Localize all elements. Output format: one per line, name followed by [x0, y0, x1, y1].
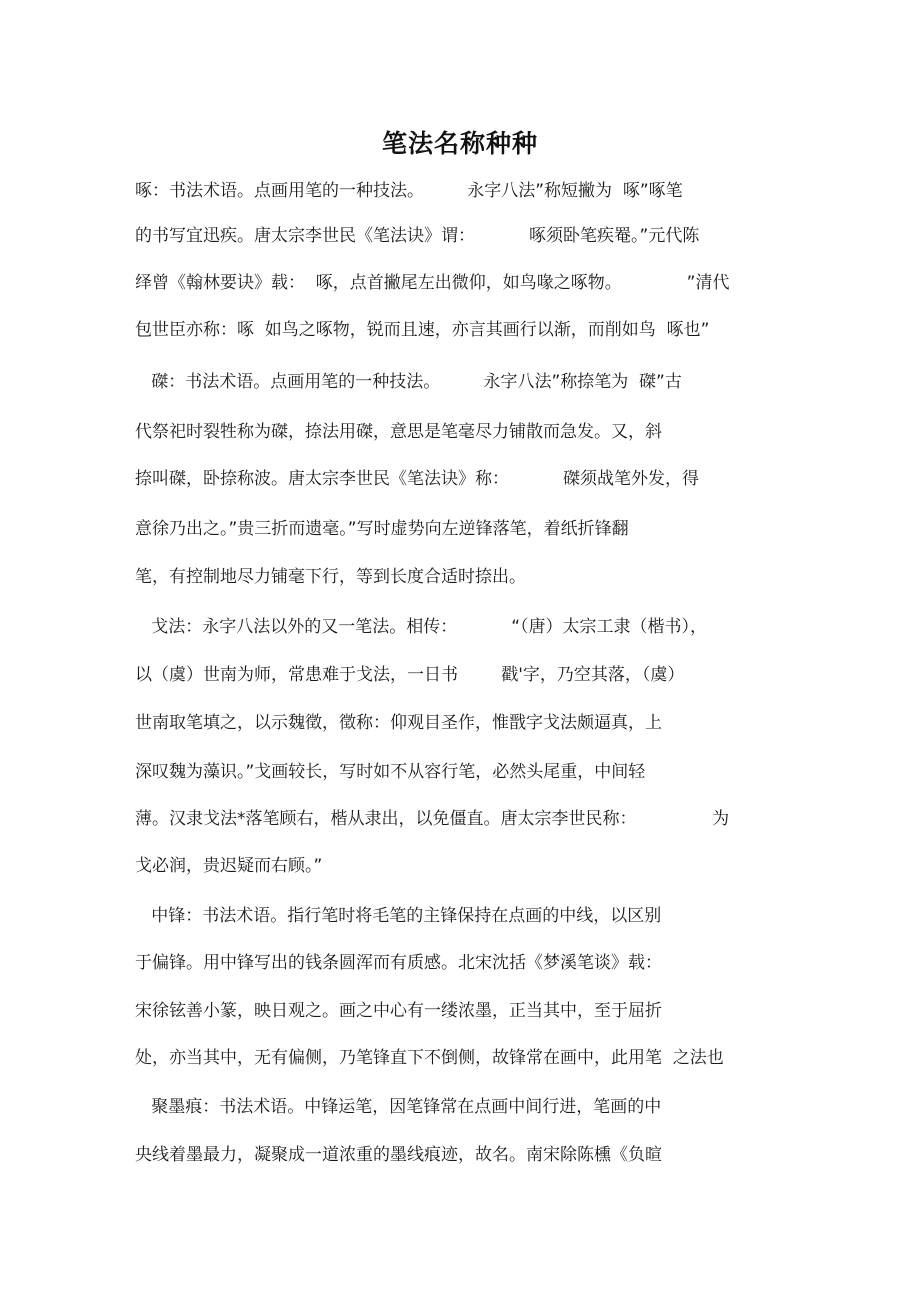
text-line: 宋徐铉善小篆，映日观之。画之中心有一缕浓墨，正当其中，至于屈折 [135, 1001, 662, 1021]
text-line: 聚墨痕：书法术语。中锋运笔，因笔锋常在点画中间行进，笔画的中 [135, 1097, 662, 1117]
page-title: 笔法名称种种 [381, 129, 538, 158]
text-line: 啄：书法术语。点画用笔的一种技法。 永字八法”称短撇为 啄”啄笔 [135, 181, 683, 201]
text-line: 的书写宜迅疾。唐太宗李世民《笔法诀》谓： 啄须卧笔疾罨。”元代陈 [135, 226, 700, 246]
text-line: 捺叫磔，卧捺称波。唐太宗李世民《笔法诀》称： 磔须战笔外发，得 [135, 469, 700, 489]
text-line: 世南取笔填之，以示魏徵，徵称：仰观目圣作，惟戬字戈法颇逼真，上 [135, 713, 662, 733]
text-line: 绎曾《翰林要诀》载： 啄，点首撇尾左出微仰，如鸟喙之啄物。 ”清代 [135, 273, 730, 293]
text-line: 深叹魏为藻识。”戈画较长，写时如不从容行笔，必然头尾重，中间轻 [135, 762, 646, 782]
text-line: 意徐乃出之。”贵三折而遗毫。”写时虚势向左逆锋落笔，着纸折锋翻 [135, 519, 629, 539]
text-line: 于偏锋。用中锋写出的钱条圆浑而有质感。北宋沈括《梦溪笔谈》载： [135, 953, 662, 973]
text-line: 以（虞）世南为师，常患难于戈法，一日书 戳'字，乃空其落，（虞） [135, 665, 685, 685]
text-line: 处，亦当其中，无有偏侧，乃笔锋直下不倒侧，故锋常在画中，此用笔 之法也 [135, 1048, 724, 1068]
text-line: 央线着墨最力，凝聚成一道浓重的墨线痕迹，故名。南宋除陈櫄《负暄 [135, 1145, 662, 1165]
text-line: 代祭祀时裂牲称为磔，捺法用磔，意思是笔毫尽力铺散而急发。又，斜 [135, 422, 662, 442]
text-line: 戈法：永字八法以外的又一笔法。相传： “（唐）太宗工隶（楷书）， [135, 617, 708, 637]
text-line: 磔：书法术语。点画用笔的一种技法。 永字八法”称捺笔为 磔”古 [135, 372, 682, 392]
text-line: 中锋：书法术语。指行笔时将毛笔的主锋保持在点画的中线，以区别 [135, 906, 662, 926]
text-line: 戈必润，贵迟疑而右顾。” [135, 856, 323, 876]
text-line: 包世臣亦称：啄 如鸟之啄物，锐而且速，亦言其画行以渐，而削如鸟 啄也” [135, 320, 710, 340]
text-line: 薄。汉隶戈法*落笔顾右，楷从隶出，以免僵直。唐太宗李世民称： 为 [135, 809, 730, 829]
text-line: 笔，有控制地尽力铺毫下行，等到长度合适时捺出。 [135, 567, 526, 587]
